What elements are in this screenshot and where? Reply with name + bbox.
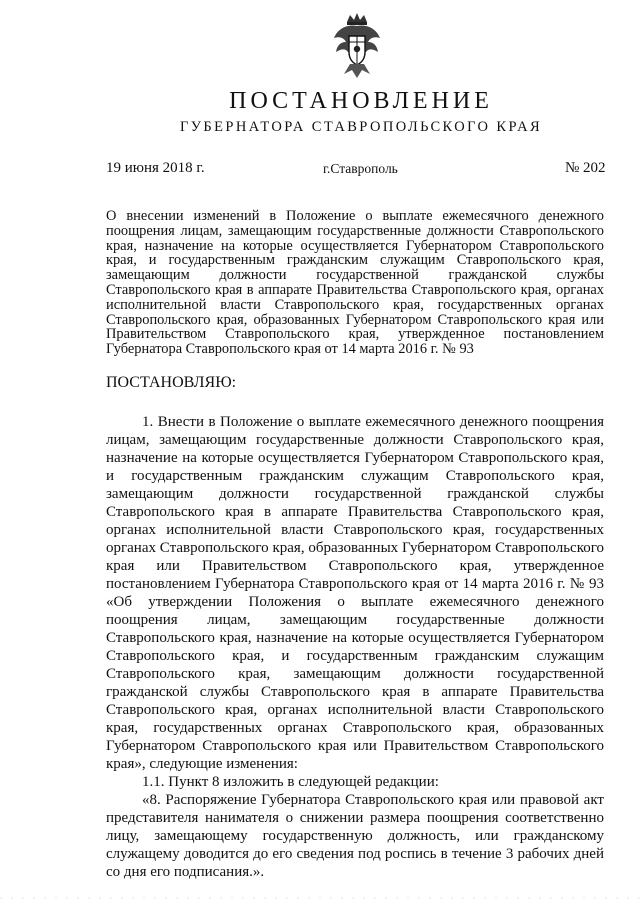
document-subject: О внесении изменений в Положение о выплате ежемесячного денежного поощрения лицам, замещающим государственные должности Ставропольского края, назначение на которые осуществляется Губернатором Ставропольского края, и государственным гражданским служащим Ставропольского края, замещающим должности государственной гражданской службы Ставропольского края в аппарате Правительства Ставропольского края, органах исполнительной власти Ставропольского края, государственных органах Ставропольского края, образованных Губернатором Ставропольского края или Правительством Ставропольского края, утвержденное постановлением Губернатора Ставропольского края от 14 марта 2016 г. № 93 xyxy=(106,208,604,358)
document-body xyxy=(106,413,604,881)
document-title: ПОСТАНОВЛЕНИЕ xyxy=(229,88,493,114)
document-city: г.Ставрополь xyxy=(323,161,398,176)
coat-of-arms-icon xyxy=(330,12,384,80)
document-date: 19 июня 2018 г. xyxy=(106,160,205,176)
paragraph-1-1: 1.1. Пункт 8 изложить в следующей редакции: xyxy=(142,774,439,790)
decree-heading: ПОСТАНОВЛЯЮ: xyxy=(106,374,237,391)
issuer-subtitle: ГУБЕРНАТОРА СТАВРОПОЛЬСКОГО КРАЯ xyxy=(179,119,543,135)
paragraph-1: 1. Внести в Положение о выплате ежемесячного денежного поощрения лицам, замещающим государственные должности Ставропольского края, назначение на которые осуществляется Губернатором Ставропольского края, и государственным гражданским служащим Ставропольского края, замещающим должности государственной гражданской службы Ставропольского края в аппарате Правительства Ставропольского края, органах исполнительной власти Ставропольского края, государственных органах Ставропольского края, образованных Губернатором Ставропольского края или Правительством Ставропольского края, утвержденное постановлением Губернатора Ставропольского края от 14 марта 2016 г. № 93 «Об утверждении Положения о выплате ежемесячного денежного поощрения лицам, замещающим государственные должности Ставропольского края, назначение на которые осуществляется Губернатором Ставропольского края, и государственным гражданским служащим Ставропольского края, замещающим должности государственной гражданской службы Ставропольского края в аппарате Правительства Ставропольского края, органах исполнительной власти Ставропольского края, государственных органах Ставропольского края, образованных Губернатором Ставропольского края или Правительством Ставропольского края», следующие изменения: xyxy=(106,414,604,772)
document-number: № 202 xyxy=(565,160,606,176)
scan-edge-marks xyxy=(0,893,640,903)
paragraph-quote: «8. Распоряжение Губернатора Ставропольского края или правовой акт представителя нанимателя о снижении размера поощрения соответственно лицу, замещающему государственную должность, или гражданскому служащему доводится до его сведения под роспись в течение 3 рабочих дней со дня его подписания.». xyxy=(106,792,604,880)
